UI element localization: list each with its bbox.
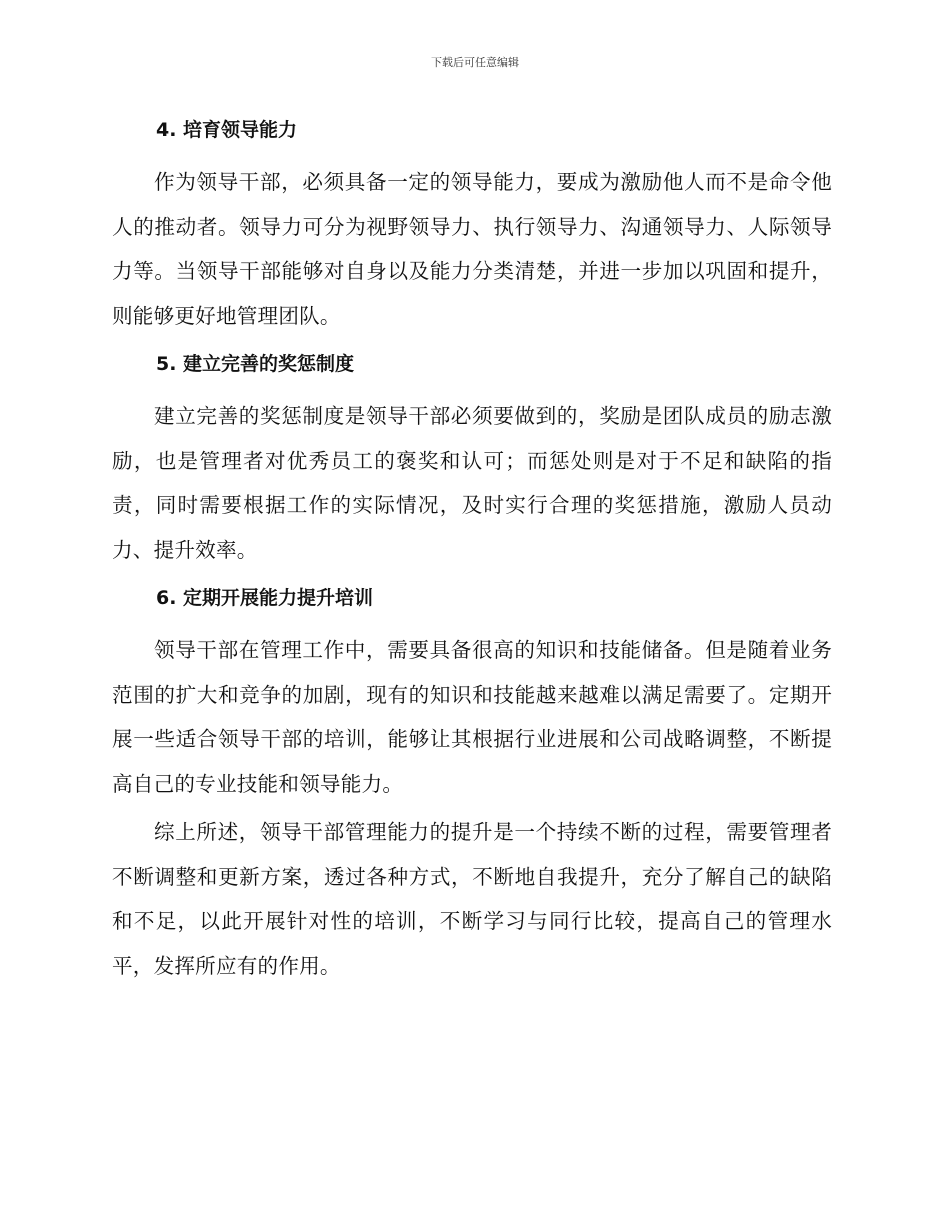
section-heading: 4. 培育领导能力 — [156, 119, 298, 141]
document-body — [112, 108, 832, 992]
section-heading: 5. 建立完善的奖惩制度 — [156, 353, 355, 375]
section-paragraph: 建立完善的奖惩制度是领导干部必须要做到的，奖励是团队成员的励志激励，也是管理者对优秀员工的褒奖和认可；而惩处则是对于不足和缺陷的指责，同时需要根据工作的实际情况，及时实行合理的奖惩措施，激励人员动力、提升效率。 — [112, 404, 832, 562]
section-paragraph: 作为领导干部，必须具备一定的领导能力，要成为激励他人而不是命令他人的推动者。领导力可分为视野领导力、执行领导力、沟通领导力、人际领导力等。当领导干部能够对自身以及能力分类清楚，并进一步加以巩固和提升，则能够更好地管理团队。 — [112, 170, 832, 328]
section-paragraph: 领导干部在管理工作中，需要具备很高的知识和技能储备。但是随着业务范围的扩大和竞争的加剧，现有的知识和技能越来越难以满足需要了。定期开展一些适合领导干部的培训，能够让其根据行业进展和公司战略调整，不断提高自己的专业技能和领导能力。 — [112, 638, 832, 796]
page-header-note: 下载后可任意编辑 — [431, 56, 519, 69]
section-heading: 6. 定期开展能力提升培训 — [156, 587, 374, 609]
conclusion-paragraph: 综上所述，领导干部管理能力的提升是一个持续不断的过程，需要管理者不断调整和更新方案，透过各种方式，不断地自我提升，充分了解自己的缺陷和不足，以此开展针对性的培训，不断学习与同行比较，提高自己的管理水平，发挥所应有的作用。 — [112, 820, 832, 978]
